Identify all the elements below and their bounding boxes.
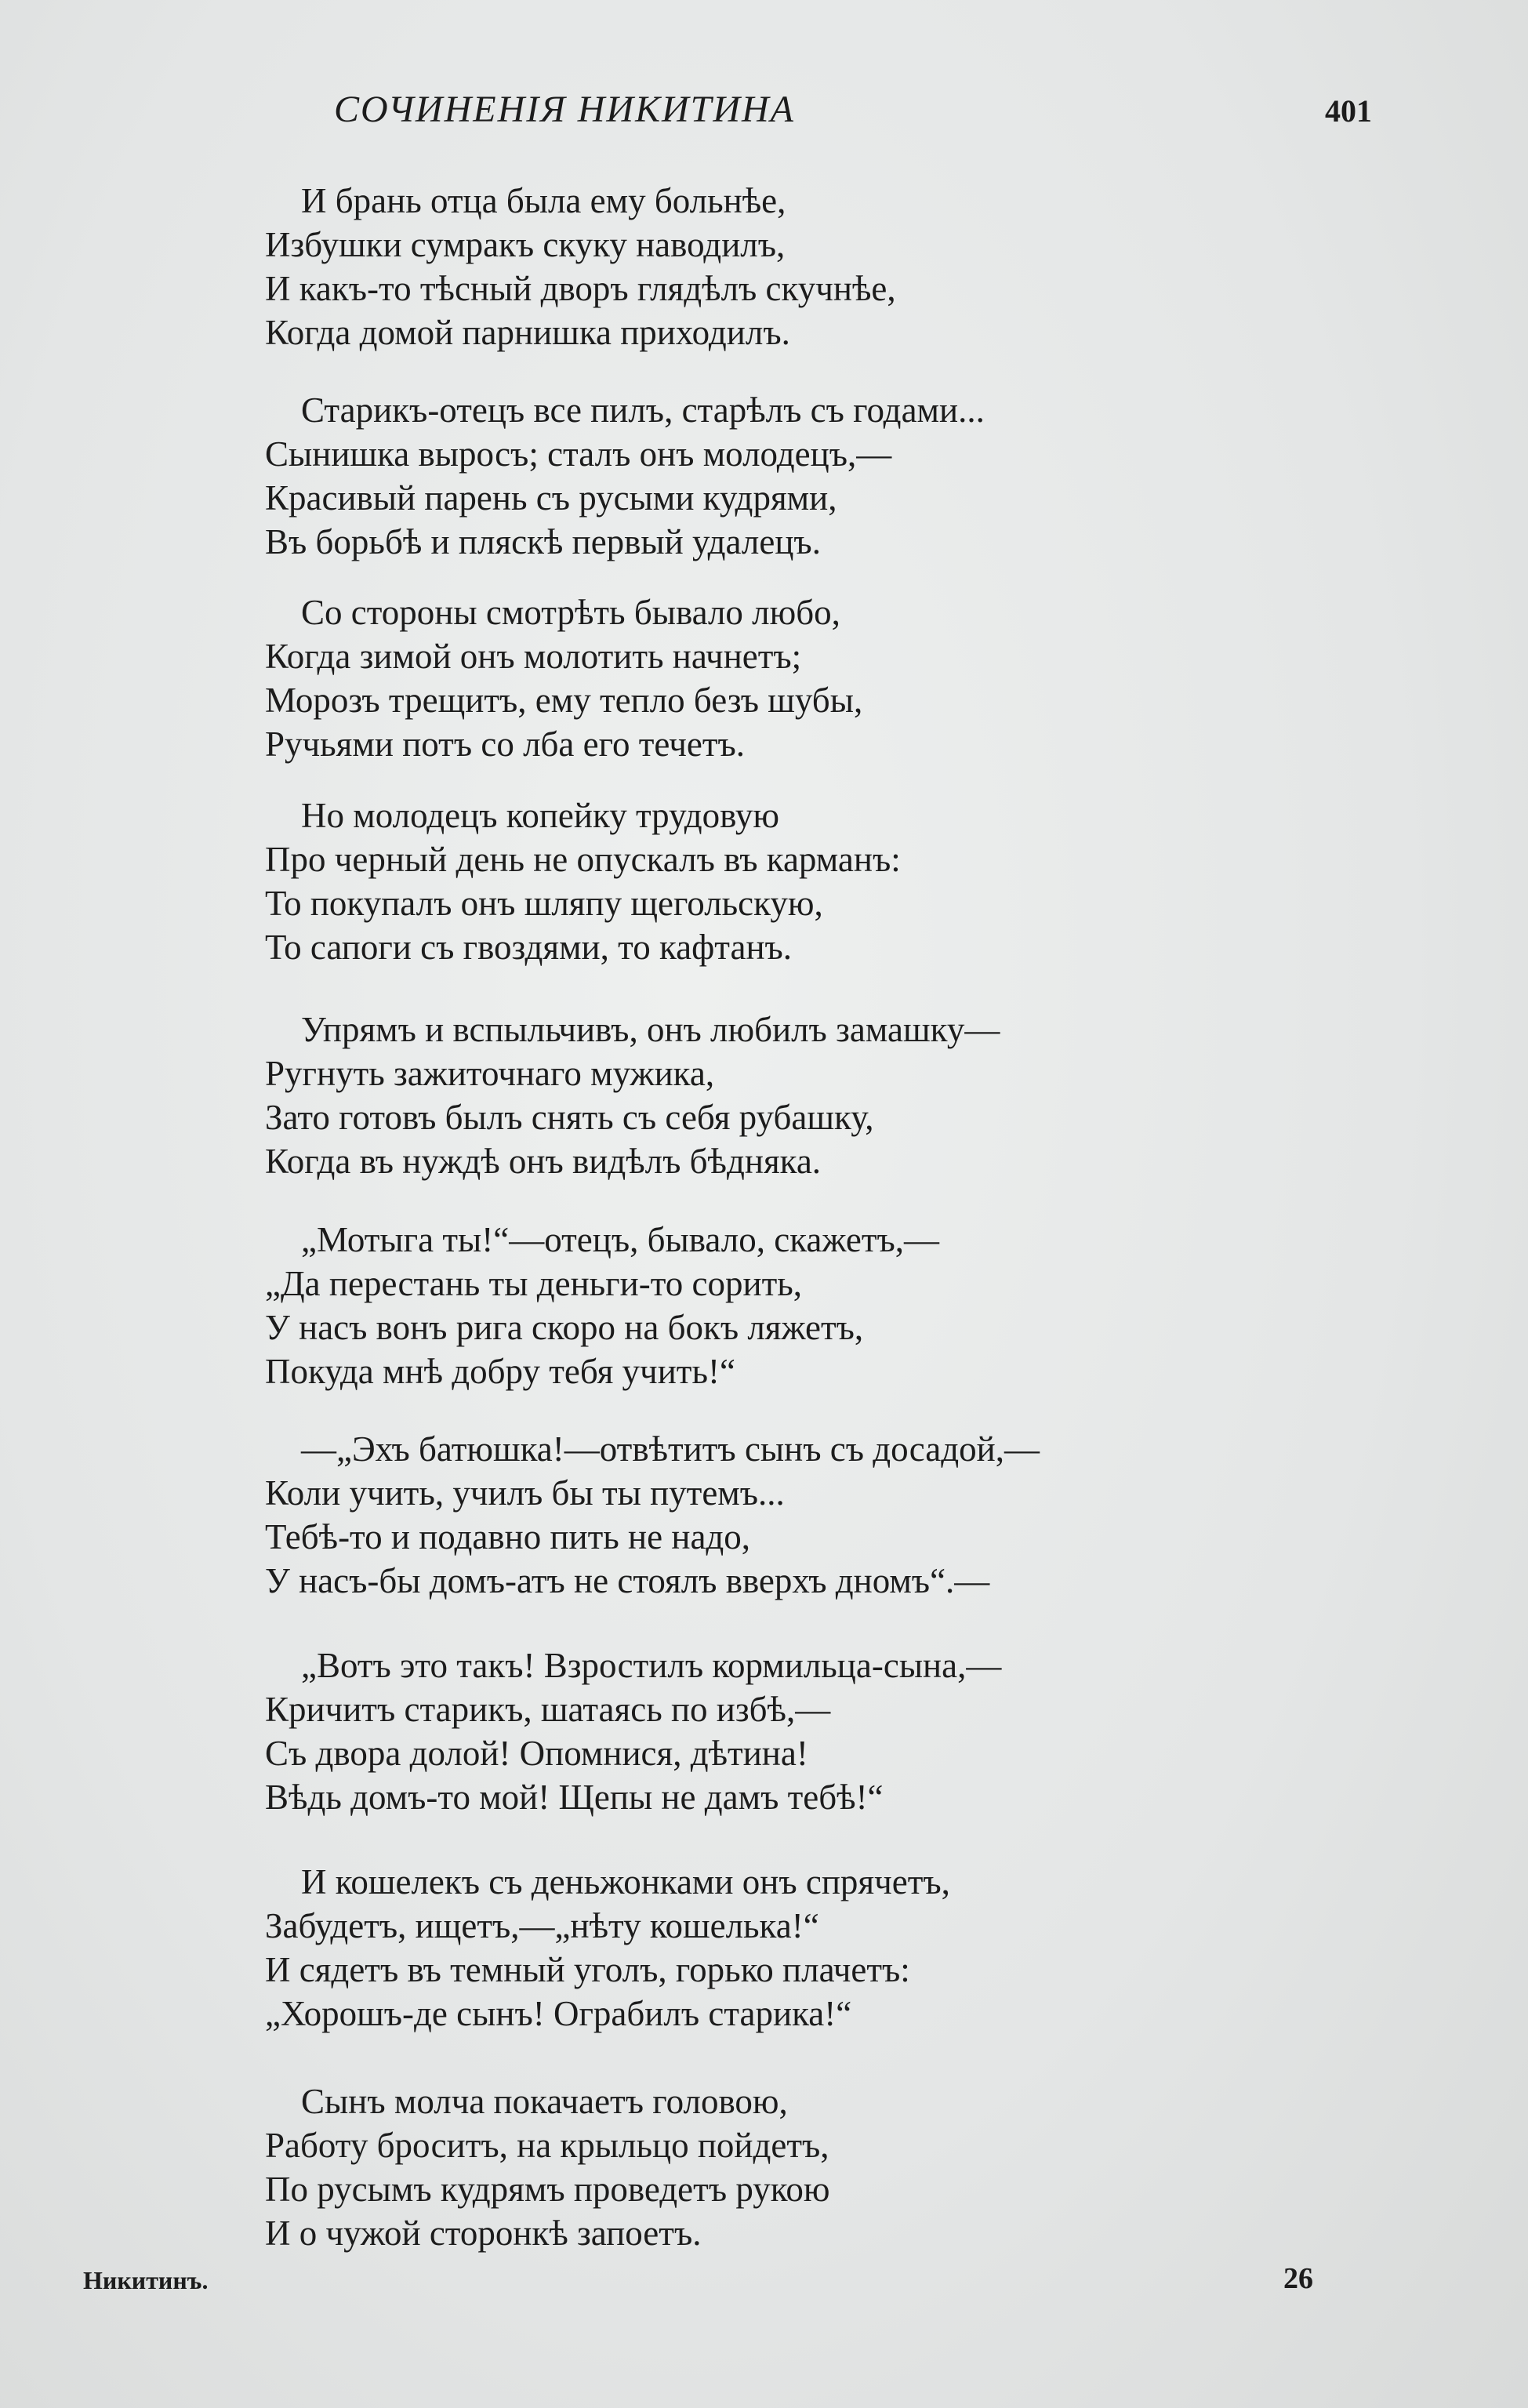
verse-line: Упрямъ и вспыльчивъ, онъ любилъ замашку— (301, 1010, 1000, 1049)
verse-line: И о чужой сторонкѣ запоетъ. (265, 2214, 702, 2253)
stanza-5 (265, 1008, 1000, 1183)
verse-line: Морозъ трещитъ, ему тепло безъ шубы, (265, 681, 863, 720)
verse-line: Сынишка выросъ; сталъ онъ молодецъ,— (265, 434, 892, 474)
verse-line: Когда домой парнишка приходилъ. (265, 313, 790, 352)
verse-line: Тебѣ-то и подавно пить не надо, (265, 1517, 751, 1556)
verse-line: Ручьями потъ со лба его течетъ. (265, 725, 746, 764)
stanza-8 (265, 1643, 1001, 1819)
footer-signature-mark: Никитинъ. (83, 2266, 209, 2294)
verse-line: По русымъ кудрямъ проведетъ рукою (265, 2170, 830, 2209)
verse-line: Въ борьбѣ и пляскѣ первый удалецъ. (265, 522, 821, 561)
verse-line: Ругнуть зажиточнаго мужика, (265, 1054, 715, 1093)
stanza-4 (265, 794, 901, 969)
verse-line: Сынъ молча покачаетъ головою, (301, 2082, 788, 2121)
verse-line: И сядетъ въ темный уголъ, горько плачетъ: (265, 1950, 910, 1989)
verse-line: Красивый парень съ русыми кудрями, (265, 478, 837, 518)
verse-line: Старикъ-отецъ все пилъ, старѣлъ съ годами... (301, 390, 985, 430)
verse-line: Зато готовъ былъ снять съ себя рубашку, (265, 1098, 874, 1137)
verse-line: Работу броситъ, на крыльцо пойдетъ, (265, 2126, 829, 2165)
verse-line: Когда зимой онъ молотить начнетъ; (265, 637, 802, 676)
verse-line: То сапоги съ гвоздями, то кафтанъ. (265, 928, 793, 967)
stanza-1 (265, 179, 896, 354)
verse-line: Съ двора долой! Опомнися, дѣтина! (265, 1734, 808, 1773)
verse-line: „Мотыга ты!“—отецъ, бывало, скажетъ,— (301, 1220, 939, 1259)
verse-line: И кошелекъ съ деньжонками онъ спрячетъ, (301, 1862, 950, 1901)
verse-line: „Хорошъ-де сынъ! Ограбилъ старика!“ (265, 1994, 852, 2033)
stanza-9 (265, 1860, 950, 2036)
verse-line: „Да перестань ты деньги-то сорить, (265, 1264, 803, 1303)
stanza-10 (265, 2079, 829, 2255)
verse-line: Коли учить, училъ бы ты путемъ... (265, 1473, 785, 1513)
stanza-7 (265, 1427, 1040, 1603)
page-number: 401 (1325, 93, 1372, 129)
verse-line: Но молодецъ копейку трудовую (301, 796, 779, 835)
verse-line: Кричитъ старикъ, шатаясь по избѣ,— (265, 1690, 831, 1729)
verse-line: У насъ вонъ рига скоро на бокъ ляжетъ, (265, 1308, 864, 1347)
verse-line: Покуда мнѣ добру тебя учить!“ (265, 1352, 735, 1391)
verse-line: Избушки сумракъ скуку наводилъ, (265, 225, 786, 264)
verse-line: То покупалъ онъ шляпу щегольскую, (265, 884, 823, 923)
verse-line: Когда въ нуждѣ онъ видѣлъ бѣдняка. (265, 1142, 822, 1181)
verse-line: Со стороны смотрѣть бывало любо, (301, 593, 840, 632)
running-header-title: СОЧИНЕНІЯ НИКИТИНА (334, 89, 795, 130)
verse-line: И какъ-то тѣсный дворъ глядѣлъ скучнѣе, (265, 269, 896, 308)
verse-line: „Вотъ это такъ! Взростилъ кормильца-сына,— (301, 1646, 1002, 1685)
verse-line: Про черный день не опускалъ въ карманъ: (265, 840, 901, 879)
stanza-3 (265, 590, 862, 766)
stanza-2 (265, 388, 985, 564)
verse-line: У насъ-бы домъ-атъ не стоялъ вверхъ дномъ“.— (265, 1561, 990, 1600)
verse-line: И брань отца была ему больнѣе, (301, 181, 786, 220)
stanza-6 (265, 1218, 939, 1393)
verse-line: Вѣдь домъ-то мой! Щепы не дамъ тебѣ!“ (265, 1778, 884, 1817)
verse-line: Забудетъ, ищетъ,—„нѣту кошелька!“ (265, 1906, 819, 1945)
footer-sheet-number: 26 (1283, 2262, 1313, 2295)
verse-line: —„Эхъ батюшка!—отвѣтитъ сынъ съ досадой,— (301, 1429, 1040, 1469)
